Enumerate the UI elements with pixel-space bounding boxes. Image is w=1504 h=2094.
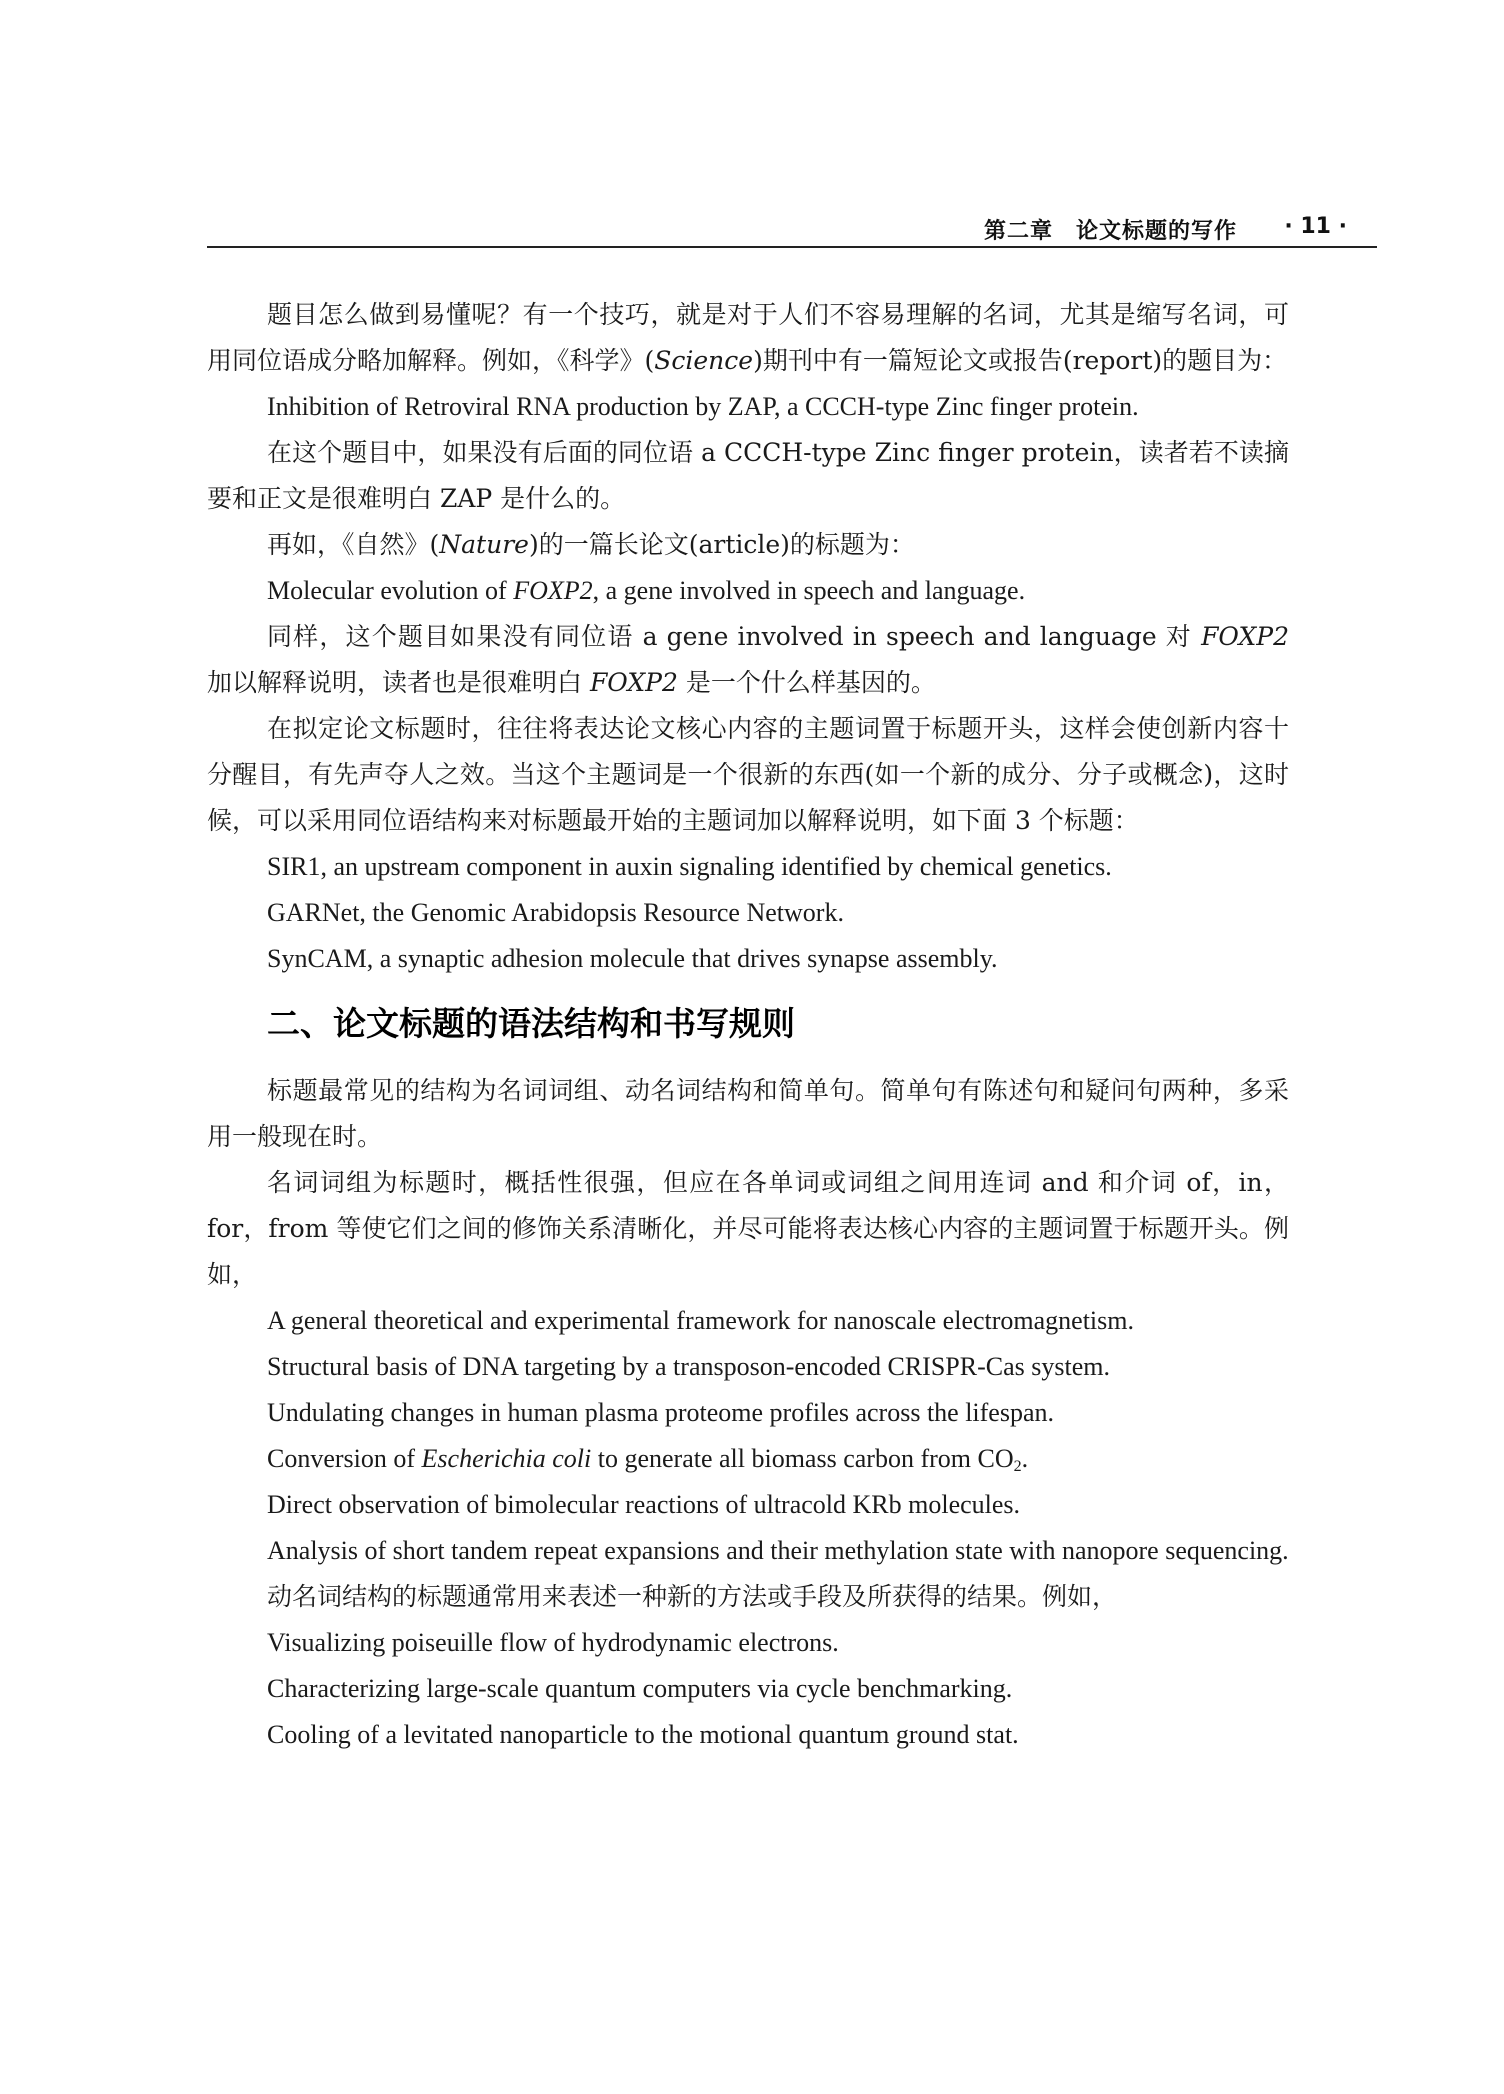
paragraph: 同样，这个题目如果没有同位语 a gene involved in speech and language 对 FOXP2 加以解释说明，读者也是很难明白 FOXP2 是一个什么样基因的。	[207, 622, 1289, 697]
example-title: SynCAM, a synaptic adhesion molecule that drives synapse assembly.	[267, 944, 998, 973]
example-title: Direct observation of bimolecular reactions of ultracold KRb molecules.	[267, 1490, 1021, 1519]
example-title: Inhibition of Retroviral RNA production by ZAP, a CCCH-type Zinc finger protein.	[267, 392, 1139, 421]
running-header	[207, 210, 1377, 248]
paragraph: 再如，《自然》(Nature)的一篇长论文(article)的标题为：	[267, 530, 915, 559]
example-title: SIR1, an upstream component in auxin signaling identified by chemical genetics.	[267, 852, 1112, 881]
example-title: Molecular evolution of FOXP2, a gene involved in speech and language.	[267, 576, 1026, 605]
paragraph: 在这个题目中，如果没有后面的同位语 a CCCH-type Zinc finger protein，读者若不读摘要和正文是很难明白 ZAP 是什么的。	[207, 438, 1289, 513]
example-title: Visualizing poiseuille flow of hydrodynamic electrons.	[267, 1628, 839, 1657]
example-title: Characterizing large-scale quantum computers via cycle benchmarking.	[267, 1674, 1013, 1703]
paragraph: 名词词组为标题时，概括性很强，但应在各单词或词组之间用连词 and 和介词 of，in，for，from 等使它们之间的修饰关系清晰化，并尽可能将表达核心内容的主题词置于标题开头。例如，	[207, 1168, 1289, 1289]
example-title: A general theoretical and experimental framework for nanoscale electromagnetism.	[267, 1306, 1135, 1335]
example-title: Conversion of Escherichia coli to generate all biomass carbon from $CO_2$.	[267, 1444, 1029, 1475]
chapter-title: 第二章 论文标题的写作	[983, 219, 1237, 244]
example-title: Analysis of short tandem repeat expansions and their methylation state with nanopore sequencing.	[267, 1536, 1289, 1565]
example-title: Cooling of a levitated nanoparticle to the motional quantum ground stat.	[267, 1720, 1019, 1749]
example-title: GARNet, the Genomic Arabidopsis Resource Network.	[267, 898, 844, 927]
example-title: Structural basis of DNA targeting by a transposon-encoded CRISPR-Cas system.	[267, 1352, 1110, 1381]
paragraph: 题目怎么做到易懂呢？有一个技巧，就是对于人们不容易理解的名词，尤其是缩写名词，可用同位语成分略加解释。例如，《科学》(Science)期刊中有一篇短论文或报告(report)的题目为：	[207, 300, 1289, 375]
page-number: · 11 ·	[1284, 214, 1347, 239]
paragraph: 动名词结构的标题通常用来表述一种新的方法或手段及所获得的结果。例如，	[267, 1582, 1118, 1611]
paragraph: 在拟定论文标题时，往往将表达论文核心内容的主题词置于标题开头，这样会使创新内容十分醒目，有先声夺人之效。当这个主题词是一个很新的东西(如一个新的成分、分子或概念)，这时候，可以采用同位语结构来对标题最开始的主题词加以解释说明，如下面 3 个标题：	[207, 714, 1289, 835]
page-body	[207, 292, 1289, 1758]
paragraph: 标题最常见的结构为名词词组、动名词结构和简单句。简单句有陈述句和疑问句两种，多采用一般现在时。	[207, 1076, 1289, 1151]
example-title: Undulating changes in human plasma proteome profiles across the lifespan.	[267, 1398, 1055, 1427]
section-heading: 二、论文标题的语法结构和书写规则	[267, 1004, 795, 1043]
